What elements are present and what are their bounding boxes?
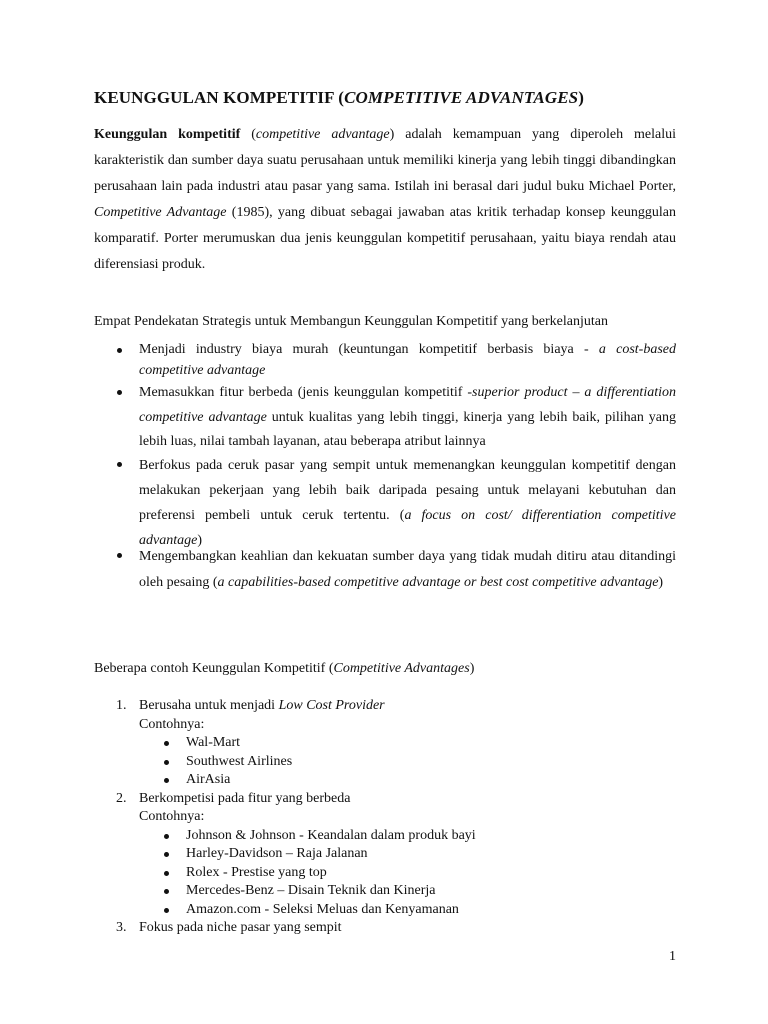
example-heading: Fokus pada niche pasar yang sempit	[139, 920, 342, 935]
page-number: 1	[669, 949, 676, 964]
example-sublist	[139, 827, 676, 920]
example-heading: Berkompetisi pada fitur yang berbeda	[139, 790, 351, 806]
example-item	[139, 845, 676, 864]
strategy-text: Berfokus pada ceruk pasar yang sempit untuk memenangkan keunggulan kompetitif dengan melakukan pekerjaan yang lebih baik daripada pesaing untuk melayani kebutuhan dan preferensi pembeli untuk ceruk tertentu. (	[139, 458, 676, 523]
example-text: Harley-Davidson – Raja Jalanan	[186, 846, 368, 861]
example-item	[139, 734, 676, 753]
strategy-after: )	[658, 575, 664, 590]
example-group	[116, 790, 676, 920]
example-item	[139, 753, 676, 772]
example-item	[139, 771, 676, 790]
strategy-italic: a capabilities-based competitive advantage or best cost competitive advantage	[217, 575, 659, 590]
example-item	[139, 827, 676, 846]
example-text: Wal-Mart	[186, 735, 241, 750]
example-text: Rolex - Prestise yang top	[186, 864, 327, 880]
intro-paragraph	[94, 122, 676, 278]
section2-heading-italic: Competitive Advantages	[333, 661, 470, 676]
title-close: )	[578, 88, 584, 107]
bullet-icon	[117, 390, 122, 395]
intro-text-3: (1985), yang dibuat sebagai jawaban atas kritik terhadap konsep keunggulan komparatif. Porter merumuskan dua jenis keunggulan kompetitif perusahaan, yaitu biaya rendah atau diferensiasi produk.	[94, 205, 677, 272]
strategy-italic: a cost-based competitive advantage	[139, 342, 676, 378]
section2-heading	[94, 661, 474, 677]
example-text: Johnson & Johnson - Keandalan dalam produk bayi	[186, 827, 476, 843]
strategy-item	[94, 381, 676, 455]
page-title	[94, 88, 584, 108]
examples-list	[116, 697, 676, 938]
example-group	[116, 919, 676, 938]
strategy-item	[94, 339, 676, 381]
example-label: Contohnya:	[139, 716, 205, 732]
list-number: 2.	[116, 790, 127, 806]
section2-heading-close: )	[469, 661, 475, 676]
example-item	[139, 901, 676, 920]
strategy-italic: -superior product – a differentiation competitive advantage	[139, 385, 676, 425]
intro-text-1: (	[240, 127, 256, 142]
title-text: KEUNGGULAN KOMPETITIF (	[94, 88, 345, 107]
title-italic: COMPETITIVE ADVANTAGES	[344, 88, 579, 107]
bullet-icon	[164, 852, 169, 857]
list-number: 1.	[116, 698, 127, 713]
bullet-icon	[164, 908, 169, 913]
strategy-item	[94, 453, 676, 553]
strategy-italic: a focus on cost/ differentiation competitive advantage	[139, 508, 677, 548]
bullet-icon	[164, 889, 169, 894]
bullet-icon	[117, 462, 122, 467]
bullet-icon	[164, 778, 169, 783]
strategy-item	[94, 544, 676, 596]
example-item	[139, 882, 676, 901]
strategy-text: Menjadi industry biaya murah (keuntungan kompetitif berbasis biaya -	[139, 342, 599, 357]
strategy-after: untuk kualitas yang lebih tinggi, kinerja yang lebih baik, pilihan yang lebih luas, nilai tambah layanan, atau beberapa atribut lainnya	[139, 409, 676, 449]
intro-text-2: ) adalah kemampuan yang diperoleh melalui karakteristik dan sumber daya suatu perusahaan untuk memiliki kinerja yang lebih tinggi dibandingkan perusahaan lain pada industri atau pasar yang sama. Istilah ini berasal dari judul buku Michael Porter,	[94, 127, 676, 194]
example-sublist	[139, 734, 676, 790]
section2-heading-text: Beberapa contoh Keunggulan Kompetitif (	[94, 661, 334, 676]
example-group	[116, 697, 676, 790]
example-text: Mercedes-Benz – Disain Teknik dan Kinerja	[186, 883, 436, 898]
example-label: Contohnya:	[139, 809, 205, 824]
intro-italic-2: Competitive Advantage	[94, 205, 227, 220]
strategy-text: Mengembangkan keahlian dan kekuatan sumber daya yang tidak mudah ditiru atau ditandingi oleh pesaing (	[139, 549, 676, 590]
section1-heading: Empat Pendekatan Strategis untuk Membangun Keunggulan Kompetitif yang berkelanjutan	[94, 314, 608, 329]
bullet-icon	[164, 871, 169, 876]
example-text: AirAsia	[186, 772, 231, 787]
bullet-icon	[164, 741, 169, 746]
bullet-icon	[164, 834, 169, 839]
example-text: Amazon.com - Seleksi Meluas dan Kenyamanan	[186, 901, 459, 917]
strategy-text: Memasukkan fitur berbeda (jenis keunggulan kompetitif	[139, 385, 468, 400]
bullet-icon	[164, 760, 169, 765]
bullet-icon	[117, 553, 122, 558]
strategy-after: )	[197, 533, 202, 548]
intro-bold-term: Keunggulan kompetitif	[94, 127, 241, 142]
intro-italic-1: competitive advantage	[255, 127, 390, 142]
bullet-icon	[117, 348, 122, 353]
example-heading: Berusaha untuk menjadi	[139, 698, 279, 713]
example-text: Southwest Airlines	[186, 753, 293, 769]
list-number: 3.	[116, 920, 127, 935]
example-heading-italic: Low Cost Provider	[278, 698, 385, 713]
example-item	[139, 864, 676, 883]
